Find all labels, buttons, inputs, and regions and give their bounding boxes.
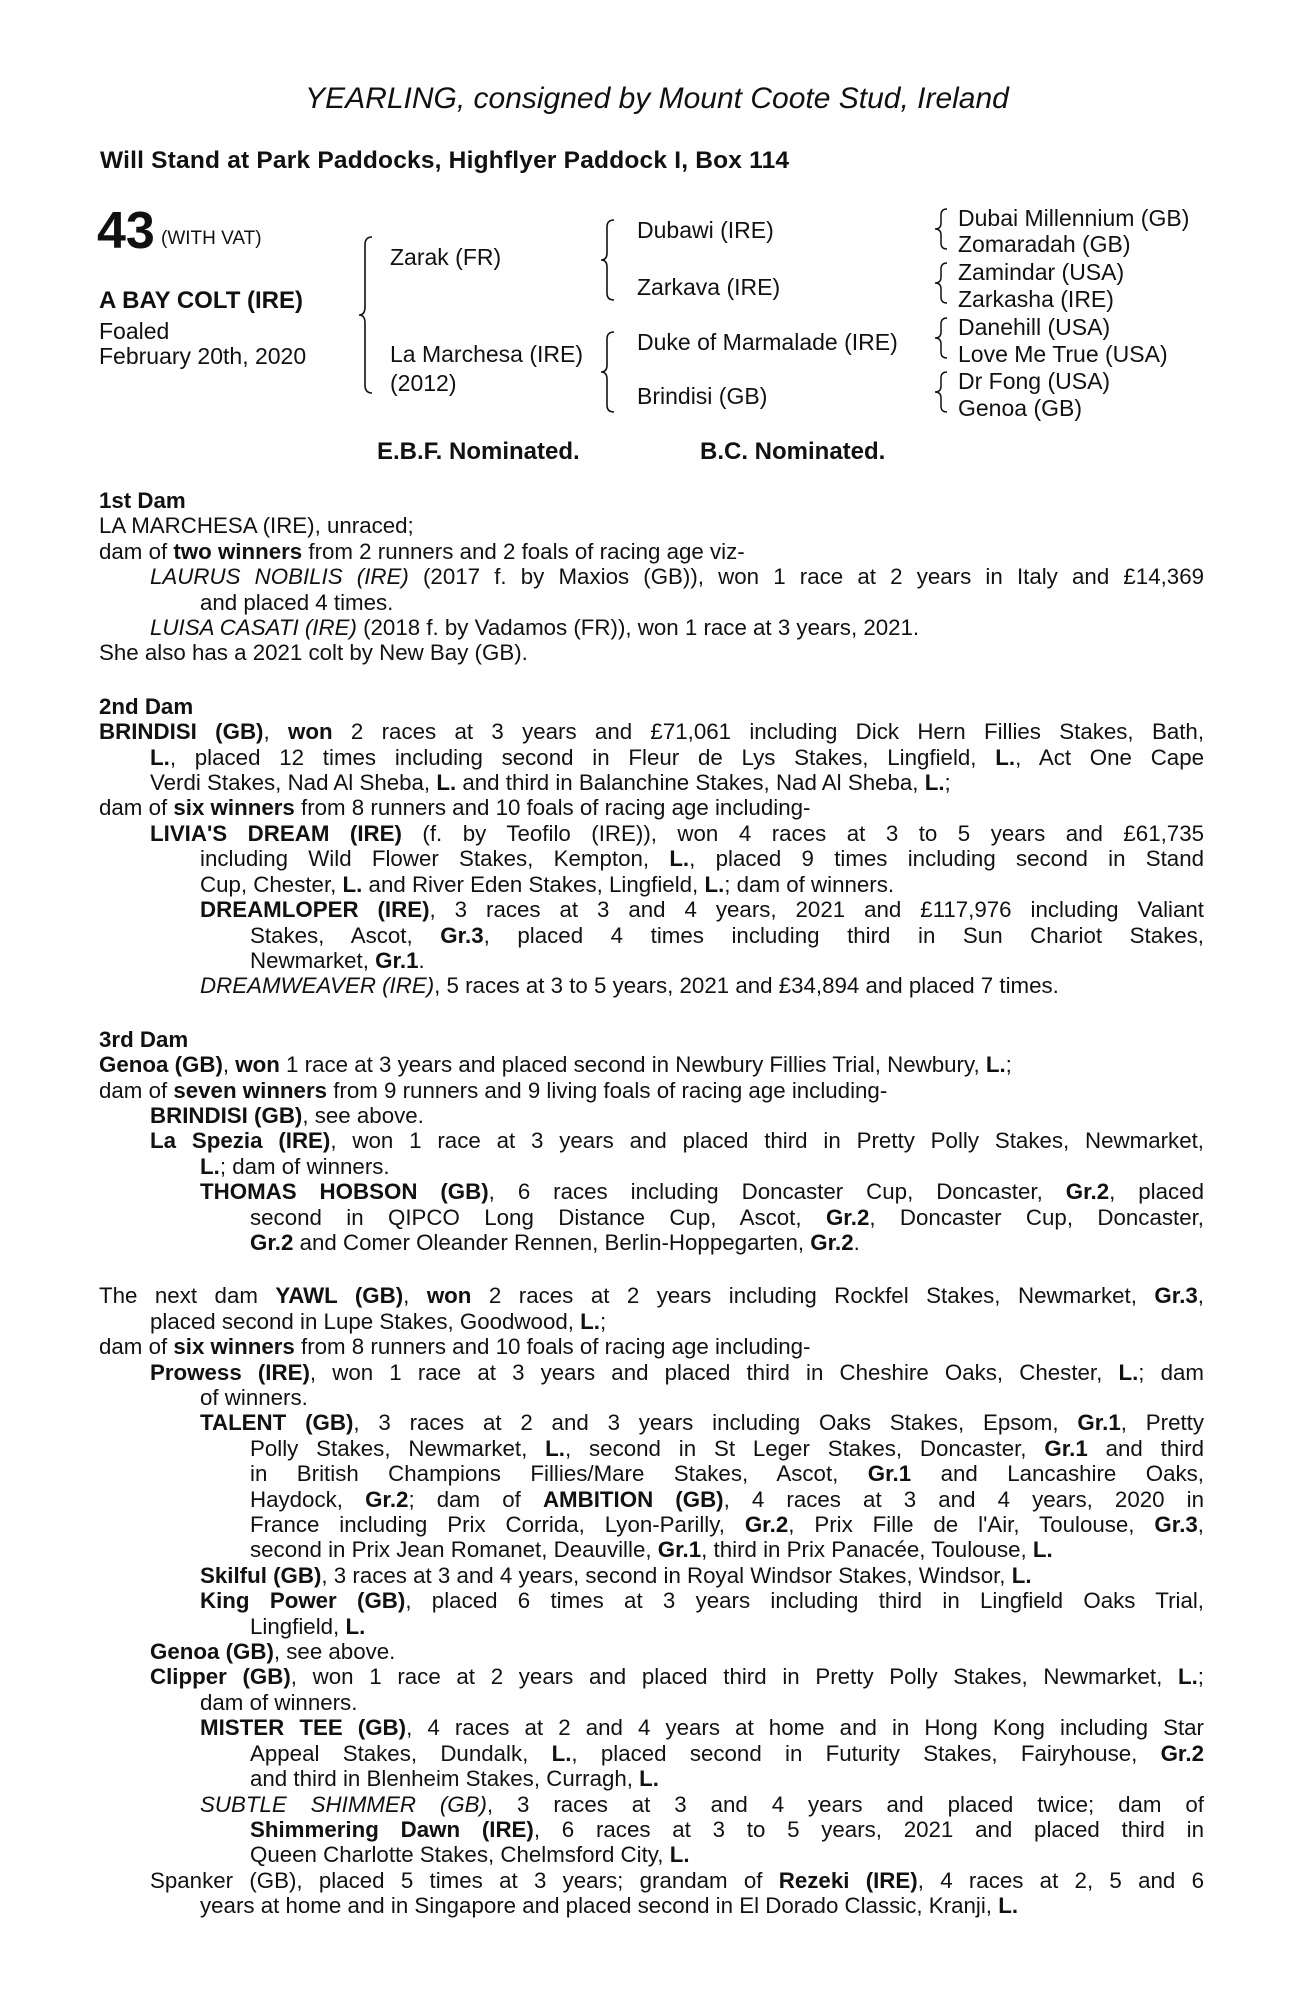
text-segment: L. xyxy=(150,744,170,770)
text-segment: second in Prix Jean Romanet, Deauville, xyxy=(250,1537,658,1563)
text-segment: , 6 races including Doncaster Cup, Doncaster, xyxy=(488,1179,1066,1205)
text-segment: Polly Stakes, Newmarket, xyxy=(250,1435,546,1461)
text-segment: , placed 4 times including third in Sun Chariot Stakes, xyxy=(483,922,1204,948)
pedigree-bracket-g3-4 xyxy=(934,370,952,414)
text-segment: Gr.2 xyxy=(1065,1179,1110,1205)
text-segment: , see above. xyxy=(273,1639,396,1665)
text-segment: ; xyxy=(1005,1052,1012,1078)
text-segment: and third xyxy=(1087,1435,1205,1461)
foaled-label: Foaled xyxy=(99,318,170,344)
text-line xyxy=(250,923,1204,948)
paragraph-gap xyxy=(99,666,1204,694)
text-segment: , Prix Fille de l'Air, Toulouse, xyxy=(788,1512,1155,1538)
text-line xyxy=(200,1588,1204,1613)
text-segment: BRINDISI (GB) xyxy=(99,719,264,745)
text-segment: and Comer Oleander Rennen, Berlin-Hoppegarten, xyxy=(293,1229,811,1255)
text-segment: six winners xyxy=(173,795,295,821)
text-line xyxy=(150,745,1204,770)
text-line xyxy=(150,1868,1204,1893)
text-line xyxy=(250,948,1204,973)
text-segment: (2018 f. by Vadamos (FR)), won 1 race at 3 years, 2021. xyxy=(356,615,920,641)
text-segment: , 4 races at 2, 5 and 6 xyxy=(917,1867,1204,1893)
text-segment: ; xyxy=(1197,1664,1204,1690)
text-line xyxy=(99,795,1204,820)
text-segment: Rezeki (IRE) xyxy=(778,1867,918,1893)
text-line xyxy=(150,1664,1204,1689)
text-segment: L. xyxy=(639,1766,659,1792)
lot-number: 43 xyxy=(97,202,155,260)
text-segment: , xyxy=(403,1283,427,1309)
text-segment: , 3 races at 2 and 3 years including Oaks Stakes, Epsom, xyxy=(353,1410,1078,1436)
text-segment: Gr.1 xyxy=(867,1461,912,1487)
text-segment: La Spezia (IRE) xyxy=(150,1128,331,1154)
text-segment: BRINDISI (GB) xyxy=(150,1102,303,1128)
text-segment: , 3 races at 3 and 4 years, 2021 and £117,976 including Valiant xyxy=(429,897,1204,923)
text-segment: . xyxy=(418,947,425,973)
text-line xyxy=(150,615,1204,640)
text-line xyxy=(200,897,1204,922)
ebf-nominated: E.B.F. Nominated. xyxy=(377,438,580,465)
text-line xyxy=(200,846,1204,871)
text-line xyxy=(99,513,1204,538)
text-segment: dam of xyxy=(99,795,174,821)
pedigree-dam-dam: Brindisi (GB) xyxy=(637,383,768,409)
text-segment: THOMAS HOBSON (GB) xyxy=(200,1179,489,1205)
text-segment: LUISA CASATI (IRE) xyxy=(150,615,357,641)
text-segment: L. xyxy=(551,1740,572,1766)
pedigree-sire-sire: Dubawi (IRE) xyxy=(637,217,774,243)
text-line xyxy=(99,719,1204,744)
text-segment: Lingfield, xyxy=(250,1613,346,1639)
pedigree-sire: Zarak (FR) xyxy=(390,244,502,270)
text-line xyxy=(250,1205,1204,1230)
text-segment: ; dam of winners. xyxy=(219,1153,390,1179)
text-line xyxy=(150,770,1204,795)
text-line xyxy=(250,1817,1204,1842)
pedigree-g3-5: Danehill (USA) xyxy=(958,314,1111,340)
text-segment: , won 1 race at 2 years and placed third in Pretty Polly Stakes, Newmarket, xyxy=(290,1664,1178,1690)
text-segment: , see above. xyxy=(302,1102,424,1128)
text-segment: , 6 races at 3 to 5 years, 2021 and placed third in xyxy=(533,1816,1204,1842)
text-segment: LAURUS NOBILIS (IRE) xyxy=(150,564,409,590)
text-line xyxy=(150,1309,1204,1334)
text-segment: L. xyxy=(1177,1664,1198,1690)
text-segment: six winners xyxy=(173,1334,295,1360)
text-segment: , 3 races at 3 and 4 years, second in Royal Windsor Stakes, Windsor, xyxy=(321,1562,1012,1588)
text-segment: from 9 runners and 9 living foals of racing age including- xyxy=(327,1077,888,1103)
text-segment: L. xyxy=(342,871,363,897)
text-segment: Genoa (GB) xyxy=(150,1639,274,1665)
text-segment: TALENT (GB) xyxy=(200,1410,354,1436)
text-line xyxy=(150,1639,1204,1664)
text-segment: Clipper (GB) xyxy=(150,1664,291,1690)
text-segment: Gr.1 xyxy=(657,1537,702,1563)
text-segment: LA MARCHESA (IRE), unraced; xyxy=(99,513,414,539)
text-line xyxy=(99,694,1204,719)
pedigree-dam: La Marchesa (IRE) xyxy=(390,341,584,367)
text-line xyxy=(250,1230,1204,1255)
text-segment: and River Eden Stakes, Lingfield, xyxy=(362,871,705,897)
text-line xyxy=(150,564,1204,589)
text-segment: 2 races at 3 years and £71,061 including Dick Hern Fillies Stakes, Bath, xyxy=(332,719,1205,745)
text-segment: LIVIA'S DREAM (IRE) xyxy=(150,820,402,846)
text-segment: second in QIPCO Long Distance Cup, Ascot, xyxy=(250,1204,826,1230)
text-segment: DREAMWEAVER (IRE) xyxy=(200,973,435,999)
text-segment: won xyxy=(235,1052,280,1078)
bc-nominated: B.C. Nominated. xyxy=(700,438,886,465)
text-segment: dam of xyxy=(99,1334,174,1360)
text-segment: Gr.2 xyxy=(1160,1740,1204,1766)
text-segment: Shimmering Dawn (IRE) xyxy=(250,1816,534,1842)
text-segment: France including Prix Corrida, Lyon-Parilly, xyxy=(250,1512,745,1538)
text-segment: from 2 runners and 2 foals of racing age viz- xyxy=(302,538,745,564)
lot-description: A BAY COLT (IRE) xyxy=(99,287,304,314)
text-segment: seven winners xyxy=(173,1077,328,1103)
text-line xyxy=(99,1078,1204,1103)
text-line xyxy=(99,1052,1204,1077)
text-segment: L. xyxy=(345,1613,366,1639)
text-segment: , Pretty xyxy=(1120,1410,1205,1436)
pedigree-g3-7: Dr Fong (USA) xyxy=(958,368,1111,394)
text-line xyxy=(99,488,1204,513)
text-segment: Gr.3 xyxy=(1154,1283,1198,1309)
text-segment: placed second in Lupe Stakes, Goodwood, xyxy=(150,1308,581,1334)
text-line xyxy=(250,1614,1204,1639)
text-segment: ; dam of winners. xyxy=(724,871,895,897)
text-segment: Gr.2 xyxy=(250,1229,294,1255)
text-line xyxy=(99,640,1204,665)
text-segment: and third in Blenheim Stakes, Curragh, xyxy=(250,1766,640,1792)
text-line xyxy=(99,1334,1204,1359)
text-line xyxy=(200,1410,1204,1435)
text-segment: She also has a 2021 colt by New Bay (GB). xyxy=(99,640,528,666)
text-segment: Gr.3 xyxy=(1154,1512,1198,1538)
text-segment: Gr.2 xyxy=(810,1229,854,1255)
text-segment: , placed 9 times including second in Stand xyxy=(689,846,1204,872)
text-segment: L. xyxy=(985,1052,1006,1078)
text-segment: dam of winners. xyxy=(200,1689,358,1715)
text-segment: . xyxy=(853,1229,860,1255)
text-segment: 1 race at 3 years and placed second in Newbury Fillies Trial, Newbury, xyxy=(279,1052,986,1078)
text-segment: The next dam xyxy=(99,1283,276,1309)
text-segment: Gr.2 xyxy=(744,1512,789,1538)
text-segment: of winners. xyxy=(200,1385,308,1410)
text-segment: , 4 races at 2 and 4 years at home and in Hong Kong including Star xyxy=(406,1715,1204,1741)
pedigree-bracket-g3-1 xyxy=(934,207,952,251)
text-segment: L. xyxy=(1032,1537,1053,1563)
text-segment: Prowess (IRE) xyxy=(150,1359,310,1385)
text-segment: dam of xyxy=(99,538,174,564)
text-segment: , placed second in Futurity Stakes, Fairyhouse, xyxy=(571,1740,1161,1766)
text-segment: YAWL (GB) xyxy=(275,1283,404,1309)
text-segment: from 8 runners and 10 foals of racing age including- xyxy=(294,1334,811,1360)
text-segment: , 3 races at 3 and 4 years and placed twice; dam of xyxy=(486,1791,1204,1817)
text-segment: L. xyxy=(995,744,1016,770)
text-segment: , placed 6 times at 3 years including third in Lingfield Oaks Trial, xyxy=(405,1588,1204,1614)
text-segment: , 4 races at 3 and 4 years, 2020 in xyxy=(723,1486,1204,1512)
text-segment: , third in Prix Panacée, Toulouse, xyxy=(701,1537,1033,1563)
text-segment: 2nd Dam xyxy=(99,693,194,719)
text-segment: Gr.3 xyxy=(440,922,484,948)
text-segment: Appeal Stakes, Dundalk, xyxy=(250,1740,552,1766)
vat-note: (WITH VAT) xyxy=(161,228,262,249)
text-segment: ; dam of xyxy=(408,1486,543,1512)
text-segment: from 8 runners and 10 foals of racing age including- xyxy=(294,795,811,821)
text-segment: King Power (GB) xyxy=(200,1588,406,1614)
text-line xyxy=(200,1563,1204,1588)
pedigree-g3-1: Dubai Millennium (GB) xyxy=(958,205,1190,231)
text-segment: won xyxy=(426,1283,472,1309)
text-line xyxy=(250,1512,1204,1537)
pedigree-g3-3: Zamindar (USA) xyxy=(958,259,1125,285)
text-segment: L. xyxy=(545,1435,565,1461)
text-line xyxy=(250,1487,1204,1512)
text-line xyxy=(200,1385,1204,1410)
text-segment: , second in St Leger Stakes, Doncaster, xyxy=(564,1435,1045,1461)
text-line xyxy=(200,590,1204,615)
text-segment: Gr.1 xyxy=(375,947,419,973)
text-line xyxy=(200,1179,1204,1204)
text-line xyxy=(150,1103,1204,1128)
text-segment: and third in Balanchine Stakes, Nad Al Sheba, xyxy=(456,770,925,796)
text-segment: L. xyxy=(669,1842,690,1868)
text-segment: , 5 races at 3 to 5 years, 2021 and £34,894 and placed 7 times. xyxy=(434,973,1059,999)
text-segment: Haydock, xyxy=(250,1486,366,1512)
text-segment: Newmarket, xyxy=(250,947,376,973)
text-segment: ; xyxy=(944,770,951,796)
paragraph-gap xyxy=(99,1255,1204,1283)
text-line xyxy=(250,1537,1204,1562)
foaled-date: February 20th, 2020 xyxy=(99,343,307,369)
text-line xyxy=(250,1741,1204,1766)
text-segment: in British Champions Fillies/Mare Stakes, Ascot, xyxy=(250,1461,868,1487)
text-segment: years at home and in Singapore and placed second in El Dorado Classic, Kranji, xyxy=(200,1893,999,1919)
text-segment: Skilful (GB) xyxy=(200,1562,322,1588)
pedigree-g3-8: Genoa (GB) xyxy=(958,395,1082,421)
text-segment: ; xyxy=(599,1308,607,1334)
text-segment: Gr.1 xyxy=(1044,1435,1088,1461)
text-segment: 3rd Dam xyxy=(99,1026,189,1052)
text-segment: Verdi Stakes, Nad Al Sheba, xyxy=(150,770,437,796)
text-segment: , placed 12 times including second in Fleur de Lys Stakes, Lingfield, xyxy=(169,744,996,770)
pedigree-dam-sire: Duke of Marmalade (IRE) xyxy=(637,329,898,355)
stand-location: Will Stand at Park Paddocks, Highflyer Paddock I, Box 114 xyxy=(100,147,790,174)
text-segment: , placed xyxy=(1109,1179,1204,1205)
text-segment: L. xyxy=(924,770,945,796)
text-segment: Genoa (GB) xyxy=(99,1052,223,1078)
text-line xyxy=(200,1154,1204,1179)
text-line xyxy=(250,1436,1204,1461)
text-segment: (f. by Teofilo (IRE)), won 4 races at 3 to 5 years and £61,735 xyxy=(401,820,1204,846)
text-line xyxy=(200,1715,1204,1740)
text-segment: L. xyxy=(1011,1562,1032,1588)
text-segment: AMBITION (GB) xyxy=(542,1486,724,1512)
text-segment: L. xyxy=(200,1153,220,1179)
text-segment: , xyxy=(222,1052,236,1078)
text-segment: Cup, Chester, xyxy=(200,871,343,897)
text-segment: L. xyxy=(669,846,690,872)
text-segment: DREAMLOPER (IRE) xyxy=(200,897,430,923)
text-segment: , won 1 race at 3 years and placed third in Cheshire Oaks, Chester, xyxy=(309,1359,1119,1385)
text-line xyxy=(200,1893,1204,1918)
text-segment: MISTER TEE (GB) xyxy=(200,1715,407,1741)
text-segment: dam of xyxy=(99,1077,174,1103)
text-line xyxy=(250,1461,1204,1486)
text-segment: , xyxy=(1197,1512,1204,1538)
text-segment: 2 races at 2 years including Rockfel Stakes, Newmarket, xyxy=(471,1283,1155,1309)
text-segment: (2017 f. by Maxios (GB)), won 1 race at 2 years in Italy and £14,369 xyxy=(408,564,1204,590)
text-segment: Gr.2 xyxy=(365,1486,409,1512)
text-segment: Stakes, Ascot, xyxy=(250,922,441,948)
text-segment: and placed 4 times. xyxy=(200,589,394,615)
pedigree-sire-dam: Zarkava (IRE) xyxy=(637,274,781,300)
pedigree-bracket-dam xyxy=(600,330,620,414)
consignor-heading: YEARLING, consigned by Mount Coote Stud, Ireland xyxy=(305,82,1009,115)
text-line xyxy=(250,1842,1204,1867)
text-line xyxy=(200,1690,1204,1715)
pedigree-g3-2: Zomaradah (GB) xyxy=(958,231,1131,257)
text-segment: and Lancashire Oaks, xyxy=(911,1461,1204,1487)
text-line xyxy=(200,1792,1204,1817)
text-segment: Gr.1 xyxy=(1077,1410,1121,1436)
text-segment: Gr.2 xyxy=(825,1204,870,1230)
text-line xyxy=(200,973,1204,998)
text-segment: , Act One Cape xyxy=(1015,744,1204,770)
text-line xyxy=(250,1766,1204,1791)
text-line xyxy=(99,1283,1204,1308)
text-segment: , Doncaster Cup, Doncaster, xyxy=(869,1204,1204,1230)
text-segment: L. xyxy=(998,1893,1019,1919)
text-line xyxy=(150,821,1204,846)
text-segment: L. xyxy=(580,1308,600,1334)
text-segment: L. xyxy=(436,770,457,796)
text-segment: L. xyxy=(704,871,725,897)
text-segment: 1st Dam xyxy=(99,488,186,513)
text-segment: two winners xyxy=(173,538,303,564)
pedigree-g3-6: Love Me True (USA) xyxy=(958,341,1168,367)
text-segment: , won 1 race at 3 years and placed third in Pretty Polly Stakes, Newmarket, xyxy=(330,1128,1204,1154)
text-line xyxy=(150,1128,1204,1153)
text-line xyxy=(150,1360,1204,1385)
pedigree-bracket-g3-2 xyxy=(934,261,952,305)
text-segment: , xyxy=(1197,1283,1204,1309)
text-line xyxy=(200,872,1204,897)
text-segment: won xyxy=(288,719,333,745)
catalogue-text xyxy=(99,488,1204,1919)
text-line xyxy=(99,539,1204,564)
text-segment: Queen Charlotte Stakes, Chelmsford City, xyxy=(250,1842,670,1868)
pedigree-g3-4: Zarkasha (IRE) xyxy=(958,286,1114,312)
pedigree-bracket-sire xyxy=(600,218,620,302)
text-segment: including Wild Flower Stakes, Kempton, xyxy=(200,846,670,872)
text-line xyxy=(99,1027,1204,1052)
text-segment: ; dam xyxy=(1138,1359,1204,1385)
text-segment: L. xyxy=(1118,1359,1139,1385)
text-segment: , xyxy=(263,719,288,745)
text-segment: SUBTLE SHIMMER (GB) xyxy=(200,1791,487,1817)
paragraph-gap xyxy=(99,999,1204,1027)
pedigree-dam-year: (2012) xyxy=(390,370,457,396)
pedigree-bracket-g3-3 xyxy=(934,316,952,360)
text-segment: Spanker (GB), placed 5 times at 3 years; grandam of xyxy=(150,1867,779,1893)
pedigree-bracket-main xyxy=(358,235,378,395)
